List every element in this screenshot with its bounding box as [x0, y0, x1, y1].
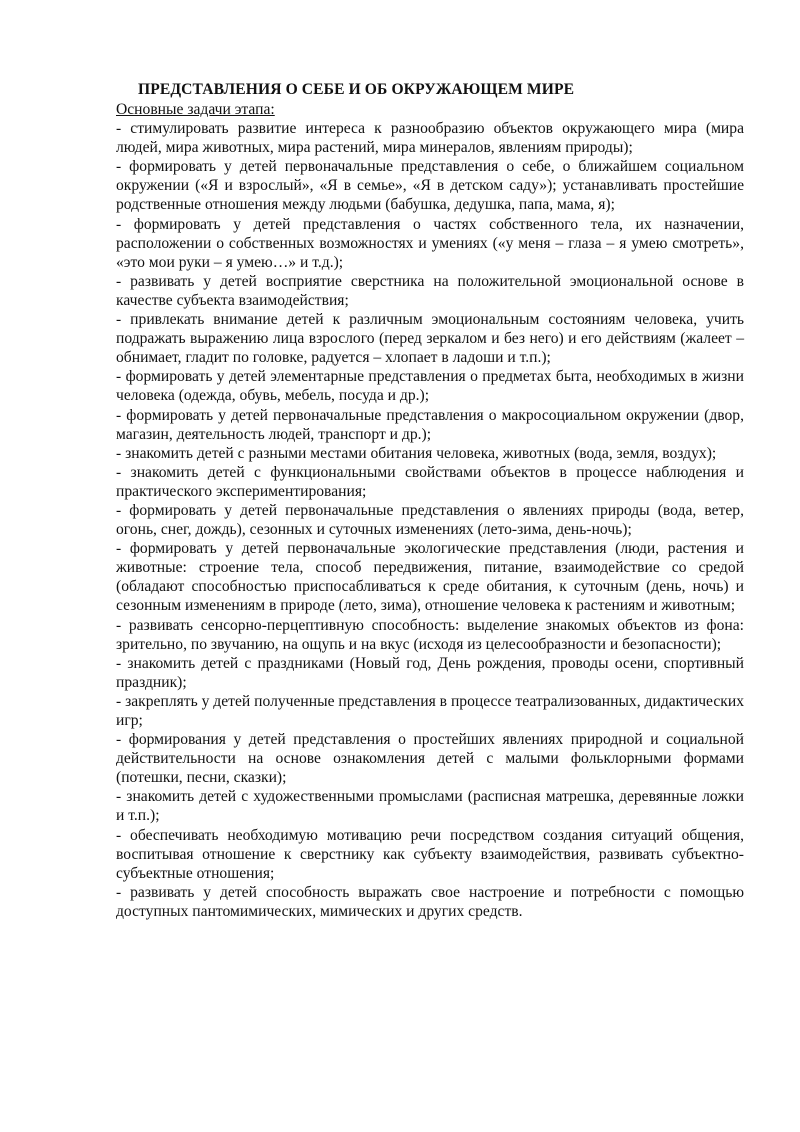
task-item: - формировать у детей представления о частях собственного тела, их назначении, расположении о собственных возможностях и умениях («у меня – глаза – я умею смотреть», «это мои руки – я умею…» и т.д.);: [116, 215, 744, 271]
task-item: - развивать у детей восприятие сверстника на положительной эмоциональной основе в качестве субъекта взаимодействия;: [116, 272, 744, 309]
task-item: - знакомить детей с художественными промыслами (расписная матрешка, деревянные ложки и т.п.);: [116, 788, 744, 825]
task-item: - знакомить детей с функциональными свойствами объектов в процессе наблюдения и практического экспериментирования;: [116, 463, 744, 500]
document-page: [116, 80, 744, 921]
task-item: - знакомить детей с разными местами обитания человека, животных (вода, земля, воздух);: [116, 444, 717, 462]
task-item: - знакомить детей с праздниками (Новый год, День рождения, проводы осени, спортивный праздник);: [116, 654, 744, 691]
task-item: - развивать сенсорно-перцептивную способность: выделение знакомых объектов из фона: зрительно, по звучанию, на ощупь и на вкус (исходя из целесообразности и безопасности);: [116, 616, 744, 653]
task-item: - формировать у детей первоначальные представления о себе, о ближайшем социальном окружении («Я и взрослый», «Я в семье», «Я в детском саду»); устанавливать простейшие родственные отношения между людьми (бабушка, дедушка, папа, мама, я);: [116, 158, 744, 214]
task-item: - развивать у детей способность выражать свое настроение и потребности с помощью доступных пантомимических, мимических и других средств.: [116, 883, 744, 920]
document-title: ПРЕДСТАВЛЕНИЯ О СЕБЕ И ОБ ОКРУЖАЮЩЕМ МИРЕ: [138, 81, 575, 98]
task-item: - формировать у детей первоначальные представления о явлениях природы (вода, ветер, огонь, снег, дождь), сезонных и суточных изменениях (лето-зима, день-ночь);: [116, 501, 744, 539]
task-item: - стимулировать развитие интереса к разнообразию объектов окружающего мира (мира людей, мира животных, мира растений, мира минералов, явлениям природы);: [116, 120, 744, 157]
task-item: - формирования у детей представления о простейших явлениях природной и социальной действительности на основе ознакомления детей с малыми фольклорными формами (потешки, песни, сказки);: [116, 731, 744, 787]
task-item: - формировать у детей первоначальные представления о макросоциальном окружении (двор, магазин, деятельность людей, транспорт и др.);: [116, 406, 744, 443]
task-item: - формировать у детей первоначальные экологические представления (люди, растения и животные: строение тела, способ передвижения, питание, взаимодействие со средой (обладают способностью приспосабливаться к среде обитания, к суточным (день, ночь) и сезонным изменениям в природе (лето, зима), отношение человека к растениям и животным;: [116, 540, 744, 615]
document-subtitle: Основные задачи этапа:: [116, 101, 275, 118]
task-item: - привлекать внимание детей к различным эмоциональным состояниям человека, учить подражать выражению лица взрослого (перед зеркалом и без него) и его действиям (жалеет – обнимает, гладит по головке, радуется – хлопает в ладоши и т.п.);: [116, 311, 744, 367]
task-item: - формировать у детей элементарные представления о предметах быта, необходимых в жизни человека (одежда, обувь, мебель, посуда и др.);: [116, 368, 744, 405]
task-item: - обеспечивать необходимую мотивацию речи посредством создания ситуаций общения, воспитывая отношение к сверстнику как субъекту взаимодействия, развивать субъектно-субъектные отношения;: [116, 826, 744, 882]
task-list: [116, 119, 744, 921]
task-item: - закреплять у детей полученные представления в процессе театрализованных, дидактических игр;: [116, 692, 744, 729]
